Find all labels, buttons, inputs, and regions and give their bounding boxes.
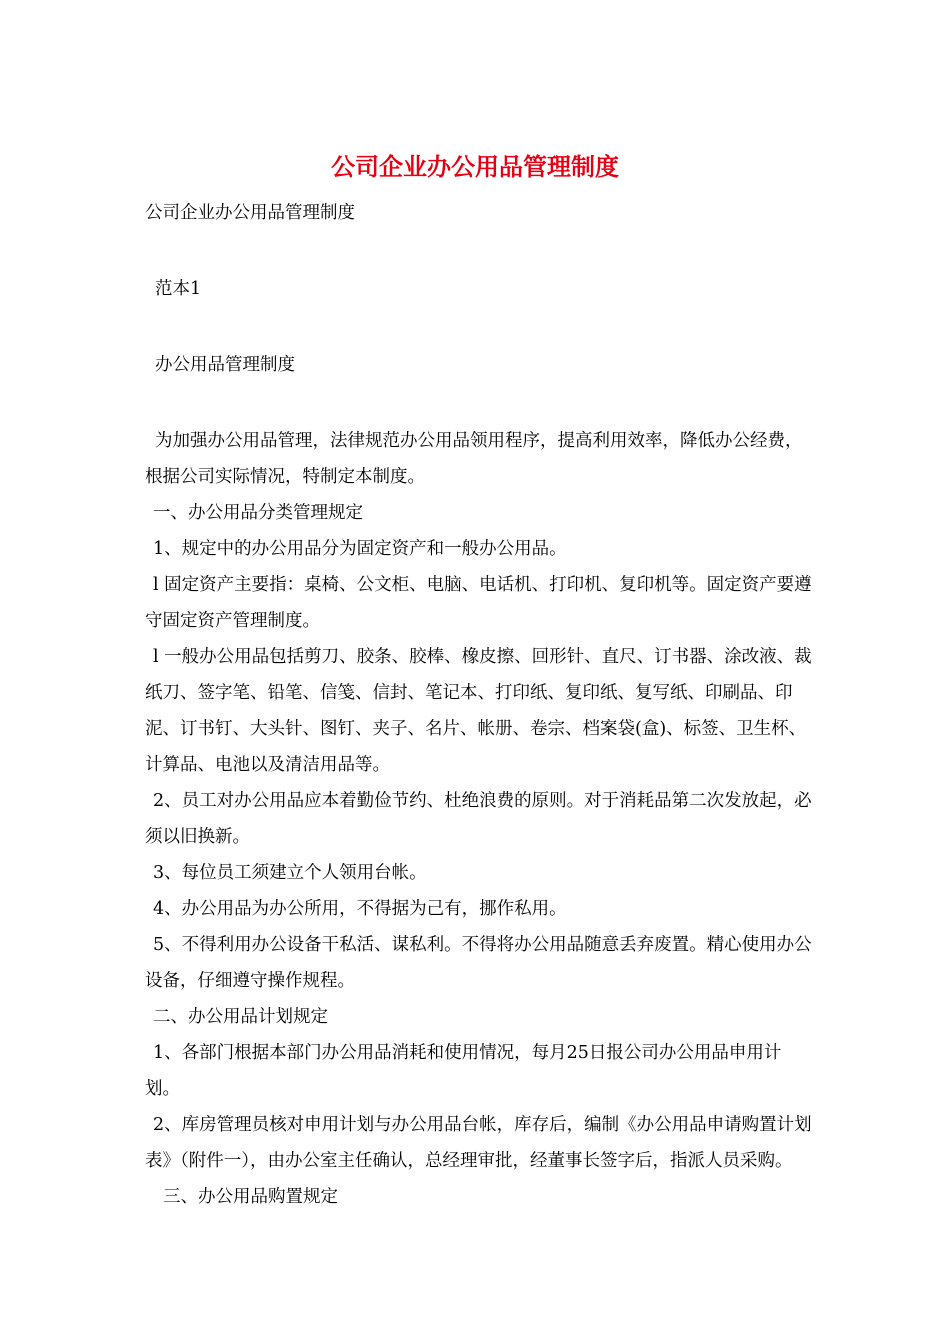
document-body (145, 195, 815, 1215)
intro-paragraph: 为加强办公用品管理，法律规范办公用品领用程序，提高利用效率，降低办公经费，根据公司实际情况，特制定本制度。 (145, 431, 803, 487)
list-item: 1、各部门根据本部门办公用品消耗和使用情况，每月25日报公司办公用品申用计划。 (145, 1043, 782, 1099)
document-title: 公司企业办公用品管理制度 (331, 152, 619, 181)
list-item: 3、每位员工须建立个人领用台帐。 (153, 863, 427, 883)
list-item: 2、员工对办公用品应本着勤俭节约、杜绝浪费的原则。对于消耗品第二次发放起，必须以旧换新。 (145, 791, 812, 847)
list-item: 1、规定中的办公用品分为固定资产和一般办公用品。 (153, 539, 567, 559)
template-label: 范本1 (155, 279, 202, 299)
heading-classification: 一、办公用品分类管理规定 (153, 503, 363, 523)
list-item: 2、库房管理员核对申用计划与办公用品台帐，库存后，编制《办公用品申请购置计划表》（附件一），由办公室主任确认，总经理审批，经董事长签字后，指派人员采购。 (145, 1115, 812, 1171)
list-item: l 固定资产主要指：桌椅、公文柜、电脑、电话机、打印机、复印机等。固定资产要遵守固定资产管理制度。 (145, 575, 812, 631)
list-item: 4、办公用品为办公所用，不得据为己有，挪作私用。 (153, 899, 567, 919)
heading-purchasing: 三、办公用品购置规定 (163, 1187, 338, 1207)
list-item: l 一般办公用品包括剪刀、胶条、胶棒、橡皮擦、回形针、直尺、订书器、涂改液、裁纸刀、签字笔、铅笔、信笺、信封、笔记本、打印纸、复印纸、复写纸、印刷品、印泥、订书钉、大头针、图钉、夹子、名片、帐册、卷宗、档案袋(盒)、标签、卫生杯、计算品、电池以及清洁用品等。 (145, 647, 812, 775)
subtitle-paragraph: 公司企业办公用品管理制度 (145, 203, 355, 223)
list-item: 5、不得利用办公设备干私活、谋私利。不得将办公用品随意丢弃废置。精心使用办公设备，仔细遵守操作规程。 (145, 935, 812, 991)
heading-planning: 二、办公用品计划规定 (153, 1007, 328, 1027)
section-heading: 办公用品管理制度 (155, 355, 295, 375)
